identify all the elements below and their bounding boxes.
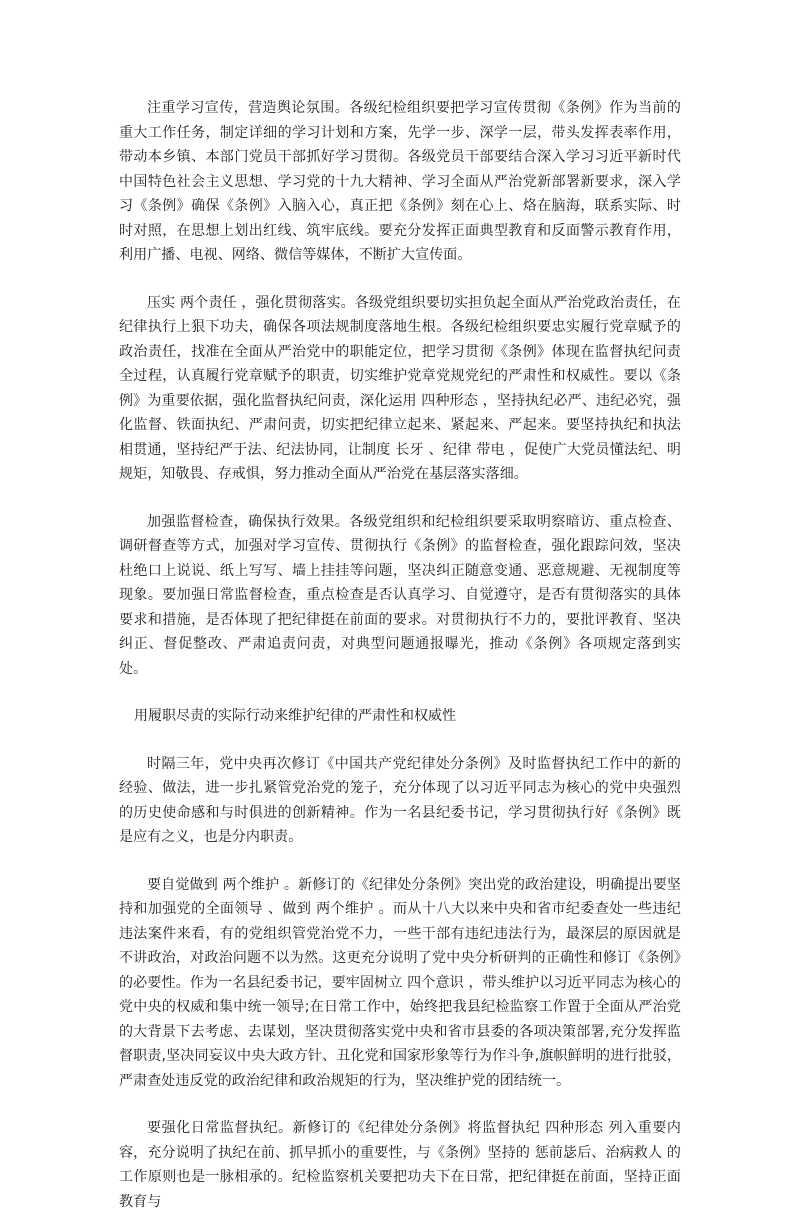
paragraph-daily-supervision: 要强化日常监督执纪。新修订的《纪律处分条例》将监督执纪 四种形态 列入重要内容，充分说明了执纪在前、抓早抓小的重要性，与《条例》坚持的 惩前毖后、治病救人 的工作原则也是一脉相承的。纪检监察机关要把功夫下在日常，把纪律挺在前面，坚持正面教育与 [119, 1120, 681, 1210]
section-heading: 用履职尽责的实际行动来维护纪律的严肃性和权威性 [134, 708, 456, 724]
paragraph-two-safeguards: 要自觉做到 两个维护 。新修订的《纪律处分条例》突出党的政治建设，明确提出要坚持和加强党的全面领导 、做到 两个维护 。而从十八大以来中央和省市纪委查处一些违纪违法案件来看，有的党组织管党治党不力，一些干部有违纪违法行为，最深层的原因就是不讲政治，对政治问题不以为然。这更充分说明了党中央分析研判的正确性和修订《条例》的必要性。作为一名县纪委书记，要牢固树立 四个意识 ，带头维护以习近平同志为核心的党中央的权威和集中统一领导;在日常工作中，始终把我县纪检监察工作置于全面从严治党的大背景下去考虑、去谋划，坚决贯彻落实党中央和省市县委的各项决策部署,充分发挥监督职责,坚决同妄议中央大政方针、丑化党和国家形象等行为作斗争,旗帜鲜明的进行批驳，严肃查处违反党的政治纪律和政治规矩的行为，坚决维护党的团结统一。 [119, 876, 681, 1089]
paragraph-gap [119, 487, 681, 510]
paragraph-study-publicity: 注重学习宣传，营造舆论氛围。各级纪检组织要把学习宣传贯彻《条例》作为当前的重大工作任务，制定详细的学习计划和方案，先学一步、深学一层，带头发挥表率作用，带动本乡镇、本部门党员干部抓好学习贯彻。各级党员干部要结合深入学习习近平新时代中国特色社会主义思想、学习党的十九大精神、学习全面从严治党新部署新要求，深入学习《条例》确保《条例》入脑入心，真正把《条例》刻在心上、烙在脑海，联系实际、时时对照，在思想上划出红线、筑牢底线。要充分发挥正面典型教育和反面警示教育作用，利用广播、电视、网络、微信等媒体，不断扩大宣传面。 [119, 100, 681, 263]
paragraph-gap [119, 850, 681, 873]
paragraph-gap [119, 1093, 681, 1116]
paragraph-gap [119, 268, 681, 291]
paragraph-gap [119, 729, 681, 752]
paragraph-gap [119, 681, 681, 704]
document-body [119, 96, 681, 1214]
paragraph-supervision: 加强监督检查，确保执行效果。各级党组织和纪检组织要采取明察暗访、重点检查、调研督查等方式，加强对学习宣传、贯彻执行《条例》的监督检查，强化跟踪问效，坚决杜绝口上说说、纸上写写、墙上挂挂等问题，坚决纠正随意变通、恶意规避、无视制度等现象。要加强日常监督检查，重点检查是否认真学习、自觉遵守，是否有贯彻落实的具体要求和措施，是否体现了把纪律挺在前面的要求。对贯彻执行不力的，要批评教育、坚决纠正、督促整改、严肃追责问责，对典型问题通报曝光，推动《条例》各项规定落到实处。 [119, 513, 681, 677]
paragraph-responsibility: 压实 两个责任 ，强化贯彻落实。各级党组织要切实担负起全面从严治党政治责任，在纪律执行上狠下功夫，确保各项法规制度落地生根。各级纪检组织要忠实履行党章赋予的政治责任，找准在全面从严治党中的职能定位，把学习贯彻《条例》体现在监督执纪问责全过程，认真履行党章赋予的职责，切实维护党章党规党纪的严肃性和权威性。要以《条例》为重要依据，强化监督执纪问责，深化运用 四种形态 ，坚持执纪必严、违纪必究，强化监督、铁面执纪、严肃问责，切实把纪律立起来、紧起来、严起来。要坚持执纪和执法相贯通，坚持纪严于法、纪法协同，让制度 长牙 、纪律 带电 ，促使广大党员懂法纪、明规矩，知敬畏、存戒惧，努力推动全面从严治党在基层落实落细。 [119, 294, 681, 482]
paragraph-revision-intro: 时隔三年，党中央再次修订《中国共产党纪律处分条例》及时监督执纪工作中的新的经验、做法，进一步扎紧管党治党的笼子，充分体现了以习近平同志为核心的党中央强烈的历史使命感和与时俱进的创新精神。作为一名县纪委书记，学习贯彻执行好《条例》既是应有之义，也是分内职责。 [119, 755, 681, 845]
